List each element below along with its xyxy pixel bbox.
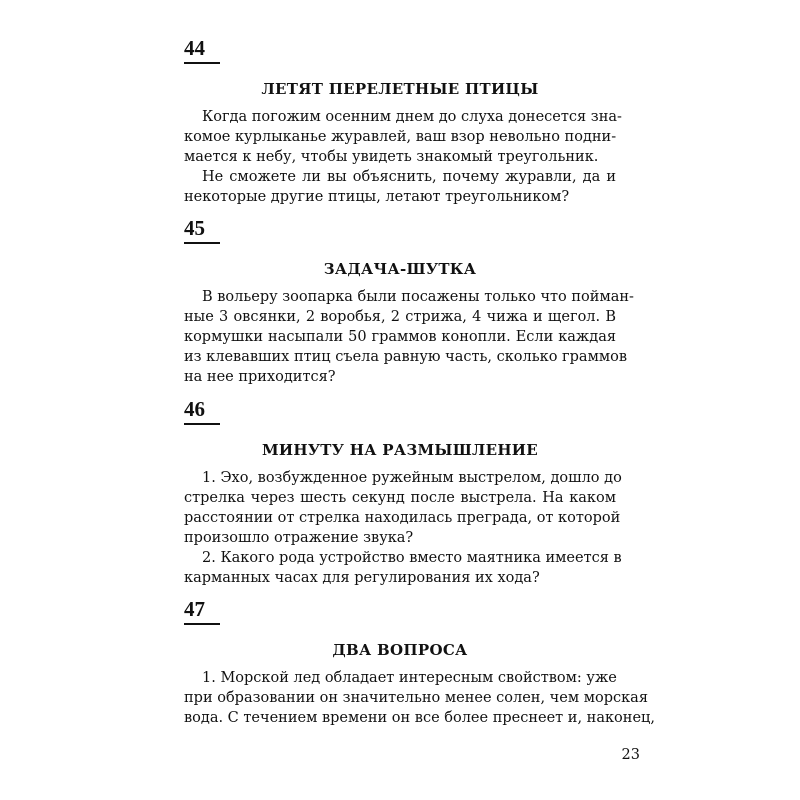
text-line: В вольеру зоопарка были посажены только что пойман- — [202, 289, 634, 305]
problem-46 — [184, 397, 622, 588]
problem-title: МИНУТУ НА РАЗМЫШЛЕНИЕ — [261, 441, 539, 459]
problem-text — [184, 468, 622, 588]
text-line: некоторые другие птицы, летают треугольником? — [184, 189, 570, 205]
problem-number: 47 — [184, 597, 205, 621]
number-underline — [184, 62, 220, 64]
problem-text — [184, 287, 634, 387]
text-line: комое курлыканье журавлей, ваш взор невольно подни- — [184, 129, 617, 145]
page-number: 23 — [621, 747, 640, 763]
text-line: 2. Какого рода устройство вместо маятника имеется в — [202, 550, 622, 566]
number-underline — [184, 242, 220, 244]
problem-number: 44 — [184, 36, 205, 60]
text-line: мается к небу, чтобы увидеть знакомый треугольник. — [184, 149, 599, 165]
problem-title: ЛЕТЯТ ПЕРЕЛЕТНЫЕ ПТИЦЫ — [261, 80, 539, 98]
text-line: вода. С течением времени он все более преснеет и, наконец, — [184, 710, 655, 726]
text-line: Когда погожим осенним днем до слуха донесется зна- — [202, 109, 622, 125]
problem-47 — [184, 597, 655, 728]
text-line: при образовании он значительно менее солен, чем морская — [184, 690, 648, 706]
text-line: стрелка через шесть секунд после выстрела. На каком — [184, 490, 616, 506]
text-line: ные 3 овсянки, 2 воробья, 2 стрижа, 4 чижа и щегол. В — [184, 309, 616, 325]
text-line: кормушки насыпали 50 граммов конопли. Если каждая — [184, 329, 616, 345]
problem-text — [184, 668, 655, 728]
text-line: Не сможете ли вы объяснить, почему журавли, да и — [202, 169, 616, 185]
number-underline — [184, 623, 220, 625]
text-line: 1. Эхо, возбужденное ружейным выстрелом, дошло до — [202, 470, 622, 486]
problem-title: ЗАДАЧА-ШУТКА — [323, 260, 477, 278]
problem-number: 46 — [184, 397, 205, 421]
problem-44 — [184, 36, 622, 207]
problem-text — [184, 107, 622, 207]
text-line: карманных часах для регулирования их хода? — [184, 570, 540, 586]
problem-number: 45 — [184, 216, 205, 240]
text-line: расстоянии от стрелка находилась преграда, от которой — [184, 510, 621, 526]
text-line: 1. Морской лед обладает интересным свойством: уже — [202, 670, 617, 686]
text-line: произошло отражение звука? — [184, 530, 414, 546]
text-line: на нее приходится? — [184, 369, 336, 385]
problem-45 — [184, 216, 634, 387]
problem-title: ДВА ВОПРОСА — [332, 641, 468, 659]
number-underline — [184, 423, 220, 425]
text-line: из клевавших птиц съела равную часть, сколько граммов — [184, 349, 628, 365]
